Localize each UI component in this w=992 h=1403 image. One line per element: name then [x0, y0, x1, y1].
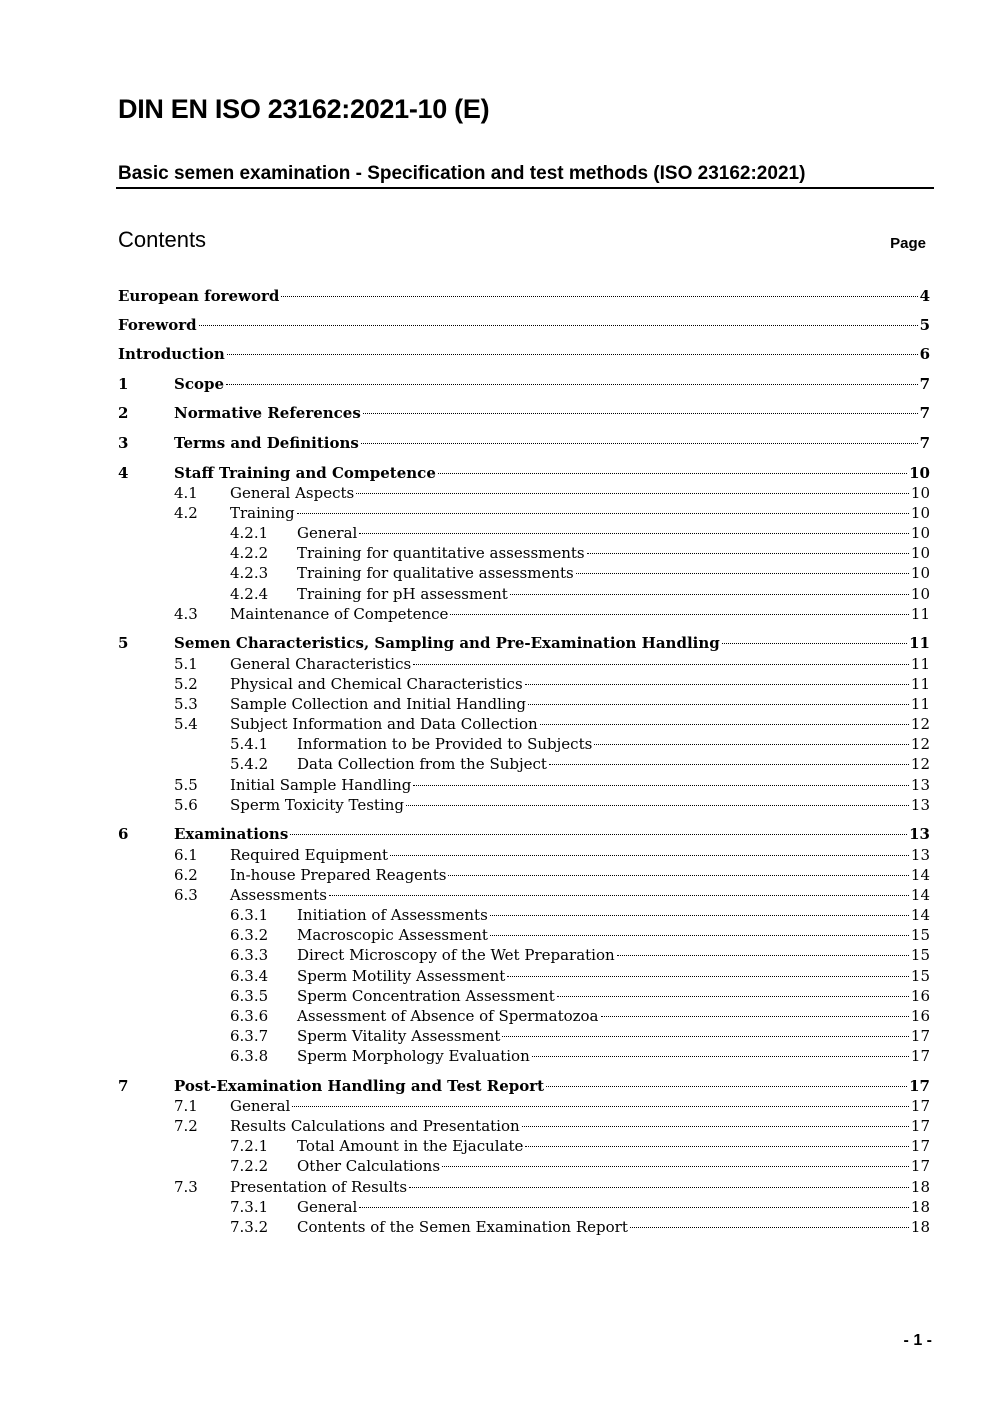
toc-entry-title: Terms and Definitions	[174, 434, 359, 452]
toc-entry-page: 15	[910, 967, 930, 985]
toc-entry[interactable]	[0, 714, 992, 735]
toc-entry-number: 2	[118, 404, 129, 422]
toc-entry[interactable]	[0, 1026, 992, 1047]
dot-leader	[359, 533, 909, 534]
toc-entry[interactable]	[0, 1006, 992, 1027]
toc-entry-page: 18	[910, 1218, 930, 1236]
toc-entry-number: 6.3.3	[230, 946, 269, 964]
toc-entry-title: Examinations	[174, 825, 289, 843]
toc-entry[interactable]	[0, 1116, 992, 1137]
dot-leader	[522, 1126, 909, 1127]
toc-entry-number: 3	[118, 434, 129, 452]
dot-leader	[525, 684, 909, 685]
toc-entry-title: Training for pH assessment	[297, 585, 508, 603]
toc-entry-number: 1	[118, 375, 129, 393]
toc-entry-number: 4.1	[174, 484, 198, 502]
toc-entry-number: 6.3.4	[230, 967, 269, 985]
toc-entry-title: Total Amount in the Ejaculate	[297, 1137, 524, 1155]
toc-entry[interactable]	[0, 845, 992, 866]
toc-entry-number: 5.1	[174, 655, 198, 673]
dot-leader	[438, 473, 907, 474]
toc-entry-page: 16	[910, 987, 930, 1005]
toc-entry-title: Training for quantitative assessments	[297, 544, 585, 562]
toc-entry-page: 7	[919, 375, 930, 393]
toc-entry-number: 6.3.6	[230, 1007, 269, 1025]
dot-leader	[450, 614, 909, 615]
toc-entry-page: 11	[910, 605, 930, 623]
toc-entry[interactable]	[0, 463, 992, 484]
toc-entry[interactable]	[0, 563, 992, 584]
dot-leader	[507, 976, 909, 977]
toc-entry-title: Subject Information and Data Collection	[230, 715, 538, 733]
dot-leader	[549, 764, 909, 765]
toc-entry-title: Scope	[174, 375, 225, 393]
dot-leader	[576, 573, 909, 574]
toc-entry[interactable]	[0, 633, 992, 654]
toc-entry-title: Sperm Vitality Assessment	[297, 1027, 501, 1045]
toc-entry-page: 17	[909, 1077, 930, 1095]
toc-entry-title: General	[297, 1198, 358, 1216]
toc-entry[interactable]	[0, 1136, 992, 1157]
toc-entry-title: Direct Microscopy of the Wet Preparation	[297, 946, 615, 964]
toc-entry[interactable]	[0, 584, 992, 605]
toc-entry-number: 7.2	[174, 1117, 198, 1135]
toc-entry-title: European foreword	[118, 287, 280, 305]
toc-entry-number: 7.3.2	[230, 1218, 269, 1236]
toc-entry[interactable]	[0, 433, 992, 454]
dot-leader	[297, 513, 909, 514]
dot-leader	[525, 1146, 908, 1147]
toc-entry-title: Other Calculations	[297, 1157, 441, 1175]
dot-leader	[409, 1187, 909, 1188]
toc-entry[interactable]	[0, 925, 992, 946]
toc-entry-title: Sample Collection and Initial Handling	[230, 695, 526, 713]
toc-entry-page: 11	[910, 655, 930, 673]
toc-entry-number: 5.4.2	[230, 755, 269, 773]
toc-entry-number: 4.2.2	[230, 544, 269, 562]
toc-entry-number: 6.3.5	[230, 987, 269, 1005]
dot-leader	[361, 443, 918, 444]
toc-entry[interactable]	[0, 1217, 992, 1238]
toc-entry-number: 4.2.1	[230, 524, 269, 542]
toc-entry-title: General	[297, 524, 358, 542]
dot-leader	[281, 296, 917, 297]
toc-entry-title: Presentation of Results	[230, 1178, 408, 1196]
toc-entry-title: Required Equipment	[230, 846, 389, 864]
toc-entry-number: 5.2	[174, 675, 198, 693]
toc-entry-title: Macroscopic Assessment	[297, 926, 488, 944]
toc-entry-page: 18	[910, 1198, 930, 1216]
toc-entry-title: Initial Sample Handling	[230, 776, 412, 794]
toc-entry[interactable]	[0, 1177, 992, 1198]
dot-leader	[359, 1207, 909, 1208]
toc-entry-page: 13	[910, 796, 930, 814]
toc-entry-number: 6.3.1	[230, 906, 269, 924]
toc-entry-title: Assessment of Absence of Spermatozoa	[297, 1007, 599, 1025]
toc-entry-number: 6.3.8	[230, 1047, 269, 1065]
toc-entry-number: 4	[118, 464, 129, 482]
toc-entry[interactable]	[0, 654, 992, 675]
toc-entry-number: 4.2	[174, 504, 198, 522]
dot-leader	[601, 1016, 909, 1017]
toc-entry-number: 5.4	[174, 715, 198, 733]
toc-entry-page: 10	[910, 524, 930, 542]
toc-entry-title: Post-Examination Handling and Test Report	[174, 1077, 545, 1095]
toc-entry-page: 5	[919, 316, 930, 334]
toc-entry-title: Sperm Morphology Evaluation	[297, 1047, 530, 1065]
dot-leader	[587, 553, 909, 554]
document-title: DIN EN ISO 23162:2021-10 (E)	[118, 94, 490, 124]
dot-leader	[532, 1056, 909, 1057]
toc-entry-page: 15	[910, 926, 930, 944]
toc-entry-page: 7	[919, 434, 930, 452]
toc-entry-page: 12	[910, 715, 930, 733]
dot-leader	[502, 1036, 908, 1037]
toc-entry[interactable]	[0, 503, 992, 524]
dot-leader	[292, 1106, 909, 1107]
toc-entry-page: 17	[910, 1027, 930, 1045]
dot-leader	[510, 594, 909, 595]
toc-entry[interactable]	[0, 694, 992, 715]
page-number-footer: - 1 -	[903, 1332, 932, 1349]
toc-entry[interactable]	[0, 824, 992, 845]
toc-entry[interactable]	[0, 754, 992, 775]
toc-entry[interactable]	[0, 885, 992, 906]
toc-entry-page: 16	[910, 1007, 930, 1025]
toc-entry-page: 17	[910, 1137, 930, 1155]
toc-entry-number: 5.6	[174, 796, 198, 814]
toc-entry-number: 4.2.4	[230, 585, 269, 603]
toc-entry-page: 13	[910, 776, 930, 794]
toc-entry-page: 11	[910, 675, 930, 693]
toc-entry-number: 6.1	[174, 846, 198, 864]
dot-leader	[406, 805, 909, 806]
toc-entry-title: Training for qualitative assessments	[297, 564, 574, 582]
toc-entry-number: 7.2.2	[230, 1157, 269, 1175]
toc-entry-number: 5.4.1	[230, 735, 269, 753]
toc-entry-number: 5	[118, 634, 129, 652]
toc-entry-page: 10	[910, 504, 930, 522]
dot-leader	[490, 915, 909, 916]
toc-entry-number: 6.3.2	[230, 926, 269, 944]
toc-entry-number: 6.3	[174, 886, 198, 904]
toc-entry-number: 4.3	[174, 605, 198, 623]
toc-entry-page: 11	[910, 695, 930, 713]
toc-entry-title: Physical and Chemical Characteristics	[230, 675, 523, 693]
toc-entry-page: 4	[919, 287, 930, 305]
toc-entry-page: 17	[910, 1097, 930, 1115]
dot-leader	[540, 724, 909, 725]
toc-entry-page: 12	[910, 735, 930, 753]
toc-entry-page: 14	[910, 866, 930, 884]
toc-entry-number: 7.2.1	[230, 1137, 269, 1155]
toc-entry[interactable]	[0, 483, 992, 504]
toc-entry-page: 18	[910, 1178, 930, 1196]
toc-entry[interactable]	[0, 1156, 992, 1177]
dot-leader	[226, 384, 918, 385]
toc-entry-title: Initiation of Assessments	[297, 906, 488, 924]
toc-entry-number: 7	[118, 1077, 129, 1095]
toc-entry-page: 13	[909, 825, 930, 843]
toc-entry[interactable]	[0, 315, 992, 336]
toc-entry-title: Information to be Provided to Subjects	[297, 735, 593, 753]
toc-entry[interactable]	[0, 374, 992, 395]
dot-leader	[199, 325, 918, 326]
dot-leader	[356, 493, 909, 494]
toc-entry-page: 10	[910, 564, 930, 582]
toc-entry-page: 10	[909, 464, 930, 482]
toc-entry[interactable]	[0, 865, 992, 886]
toc-entry-page: 12	[910, 755, 930, 773]
toc-entry-page: 15	[910, 946, 930, 964]
dot-leader	[448, 875, 908, 876]
toc-entry[interactable]	[0, 966, 992, 987]
toc-entry-page: 14	[910, 906, 930, 924]
dot-leader	[329, 895, 909, 896]
dot-leader	[290, 834, 907, 835]
toc-entry[interactable]	[0, 604, 992, 625]
toc-entry-title: In-house Prepared Reagents	[230, 866, 447, 884]
toc-entry[interactable]	[0, 543, 992, 564]
toc-entry-page: 17	[910, 1117, 930, 1135]
dot-leader	[227, 354, 918, 355]
toc-entry[interactable]	[0, 734, 992, 755]
toc-entry-page: 14	[910, 886, 930, 904]
toc-entry-title: Semen Characteristics, Sampling and Pre-Examination Handling	[174, 634, 720, 652]
dot-leader	[557, 996, 909, 997]
dot-leader	[617, 955, 909, 956]
toc-entry-page: 11	[909, 634, 930, 652]
toc-entry-page: 13	[910, 846, 930, 864]
toc-entry-title: Data Collection from the Subject	[297, 755, 547, 773]
dot-leader	[528, 704, 909, 705]
toc-entry-title: General Aspects	[230, 484, 355, 502]
page-column-heading: Page	[890, 235, 926, 252]
toc-entry[interactable]	[0, 344, 992, 365]
toc-entry[interactable]	[0, 1046, 992, 1067]
dot-leader	[413, 664, 909, 665]
toc-entry-title: Introduction	[118, 345, 225, 363]
toc-entry-page: 6	[919, 345, 930, 363]
toc-entry-title: General Characteristics	[230, 655, 412, 673]
toc-entry-page: 10	[910, 544, 930, 562]
document-subtitle: Basic semen examination - Specification and test methods (ISO 23162:2021)	[118, 163, 806, 184]
toc-entry-number: 7.3.1	[230, 1198, 269, 1216]
toc-entry-title: Contents of the Semen Examination Report	[297, 1218, 628, 1236]
dot-leader	[363, 413, 918, 414]
dot-leader	[390, 855, 909, 856]
toc-entry-page: 17	[910, 1157, 930, 1175]
toc-entry[interactable]	[0, 403, 992, 424]
toc-entry[interactable]	[0, 1197, 992, 1218]
toc-entry[interactable]	[0, 905, 992, 926]
toc-entry-title: Assessments	[230, 886, 327, 904]
toc-entry-number: 7.3	[174, 1178, 198, 1196]
toc-entry-page: 10	[910, 484, 930, 502]
toc-entry-title: Maintenance of Competence	[230, 605, 449, 623]
toc-entry[interactable]	[0, 775, 992, 796]
dot-leader	[413, 785, 909, 786]
dot-leader	[594, 744, 909, 745]
toc-entry[interactable]	[0, 1076, 992, 1097]
toc-entry[interactable]	[0, 1096, 992, 1117]
toc-entry-page: 10	[910, 585, 930, 603]
dot-leader	[630, 1227, 909, 1228]
toc-entry-number: 6.2	[174, 866, 198, 884]
toc-entry-number: 4.2.3	[230, 564, 269, 582]
toc-entry-number: 6	[118, 825, 129, 843]
toc-entry-number: 5.5	[174, 776, 198, 794]
toc-entry-title: Sperm Toxicity Testing	[230, 796, 405, 814]
toc-entry[interactable]	[0, 986, 992, 1007]
dot-leader	[490, 935, 909, 936]
contents-heading: Contents	[118, 227, 207, 252]
toc-entry-title: Sperm Motility Assessment	[297, 967, 506, 985]
toc-entry[interactable]	[0, 523, 992, 544]
toc-entry-title: Training	[230, 504, 295, 522]
toc-entry-title: General	[230, 1097, 291, 1115]
toc-entry-page: 17	[910, 1047, 930, 1065]
dot-leader	[722, 643, 907, 644]
toc-entry-title: Staff Training and Competence	[174, 464, 436, 482]
toc-entry-title: Normative References	[174, 404, 361, 422]
toc-entry[interactable]	[0, 945, 992, 966]
toc-entry-title: Sperm Concentration Assessment	[297, 987, 555, 1005]
toc-entry[interactable]	[0, 674, 992, 695]
toc-entry[interactable]	[0, 286, 992, 307]
toc-entry-number: 6.3.7	[230, 1027, 269, 1045]
toc-entry-title: Results Calculations and Presentation	[230, 1117, 520, 1135]
toc-entry-page: 7	[919, 404, 930, 422]
toc-entry-number: 5.3	[174, 695, 198, 713]
dot-leader	[442, 1166, 909, 1167]
dot-leader	[546, 1086, 907, 1087]
toc-entry-number: 7.1	[174, 1097, 198, 1115]
toc-entry-title: Foreword	[118, 316, 197, 334]
toc-entry[interactable]	[0, 795, 992, 816]
